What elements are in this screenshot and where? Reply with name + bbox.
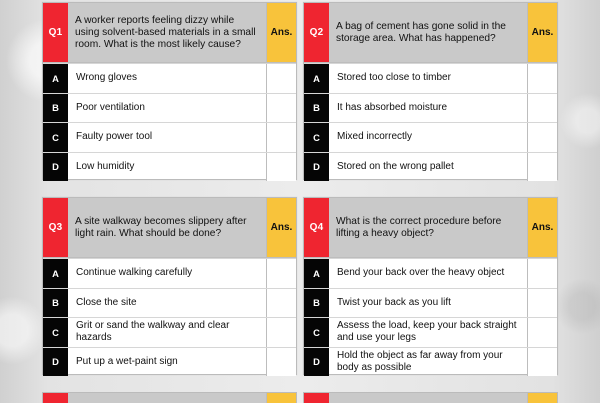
question-text: A site walkway becomes slippery after light rain. What should be done? — [68, 198, 267, 257]
option-letter: A — [43, 64, 68, 93]
option-letter: D — [43, 153, 68, 182]
question-number: Q4 — [304, 198, 329, 257]
question-number: Q2 — [304, 3, 329, 62]
option-text: Low humidity — [68, 153, 267, 182]
question-header — [43, 198, 296, 258]
question-card-q3 — [42, 197, 297, 375]
question-text: A worker reports feeling dizzy while using solvent-based materials in a small room. What is the most likely cause? — [68, 3, 267, 62]
option-letter: A — [43, 259, 68, 288]
next-question-card-partial-left — [42, 392, 297, 403]
option-row-c — [43, 317, 296, 347]
option-text: Poor ventilation — [68, 94, 267, 123]
answer-box[interactable] — [267, 94, 296, 123]
option-text: Grit or sand the walkway and clear hazards — [68, 318, 267, 347]
option-letter: A — [304, 64, 329, 93]
option-text: Wrong gloves — [68, 64, 267, 93]
answer-header: Ans. — [528, 3, 557, 62]
option-text: Stored on the wrong pallet — [329, 153, 528, 182]
question-number-block — [304, 393, 329, 403]
answer-header-block — [267, 393, 296, 403]
option-text: Assess the load, keep your back straight and use your legs — [329, 318, 528, 347]
option-row-d — [304, 152, 557, 182]
answer-box[interactable] — [267, 153, 296, 182]
option-letter: D — [304, 153, 329, 182]
option-letter: B — [43, 94, 68, 123]
answer-box[interactable] — [528, 318, 557, 347]
question-text-block — [68, 393, 267, 403]
option-row-b — [43, 288, 296, 318]
question-text: A bag of cement has gone solid in the storage area. What has happened? — [329, 3, 528, 62]
answer-box[interactable] — [267, 123, 296, 152]
question-number: Q1 — [43, 3, 68, 62]
option-row-a — [304, 258, 557, 288]
answer-box[interactable] — [528, 348, 557, 377]
option-letter: C — [43, 123, 68, 152]
answer-box[interactable] — [528, 64, 557, 93]
question-header — [43, 3, 296, 63]
answer-box[interactable] — [267, 318, 296, 347]
answer-header: Ans. — [267, 198, 296, 257]
option-letter: B — [304, 289, 329, 318]
option-text: Hold the object as far away from your body as possible — [329, 348, 528, 377]
option-text: Put up a wet-paint sign — [68, 348, 267, 377]
answer-box[interactable] — [528, 289, 557, 318]
option-row-a — [304, 63, 557, 93]
answer-box[interactable] — [267, 64, 296, 93]
option-row-b — [304, 288, 557, 318]
option-row-c — [304, 317, 557, 347]
option-letter: A — [304, 259, 329, 288]
option-text: Stored too close to timber — [329, 64, 528, 93]
question-card-q1 — [42, 2, 297, 180]
answer-header: Ans. — [267, 3, 296, 62]
option-row-c — [43, 122, 296, 152]
option-letter: D — [304, 348, 329, 377]
question-number: Q3 — [43, 198, 68, 257]
option-text: Close the site — [68, 289, 267, 318]
question-text-block — [329, 393, 528, 403]
answer-box[interactable] — [528, 94, 557, 123]
option-row-c — [304, 122, 557, 152]
answer-header: Ans. — [528, 198, 557, 257]
option-row-b — [43, 93, 296, 123]
option-row-a — [43, 63, 296, 93]
question-header — [304, 3, 557, 63]
option-row-d — [43, 152, 296, 182]
next-question-card-partial-right — [303, 392, 558, 403]
answer-box[interactable] — [528, 259, 557, 288]
option-text: Twist your back as you lift — [329, 289, 528, 318]
answer-header-block — [528, 393, 557, 403]
option-row-d — [43, 347, 296, 377]
answer-box[interactable] — [528, 153, 557, 182]
option-text: Faulty power tool — [68, 123, 267, 152]
answer-box[interactable] — [528, 123, 557, 152]
option-text: It has absorbed moisture — [329, 94, 528, 123]
option-text: Bend your back over the heavy object — [329, 259, 528, 288]
option-letter: D — [43, 348, 68, 377]
question-header — [304, 198, 557, 258]
option-letter: B — [43, 289, 68, 318]
question-number-block — [43, 393, 68, 403]
option-letter: C — [43, 318, 68, 347]
option-row-b — [304, 93, 557, 123]
option-letter: C — [304, 123, 329, 152]
question-card-q2 — [303, 2, 558, 180]
answer-box[interactable] — [267, 259, 296, 288]
option-text: Mixed incorrectly — [329, 123, 528, 152]
answer-box[interactable] — [267, 348, 296, 377]
option-text: Continue walking carefully — [68, 259, 267, 288]
question-text: What is the correct procedure before lifting a heavy object? — [329, 198, 528, 257]
option-row-a — [43, 258, 296, 288]
option-letter: B — [304, 94, 329, 123]
question-card-q4 — [303, 197, 558, 375]
answer-box[interactable] — [267, 289, 296, 318]
option-letter: C — [304, 318, 329, 347]
option-row-d — [304, 347, 557, 377]
